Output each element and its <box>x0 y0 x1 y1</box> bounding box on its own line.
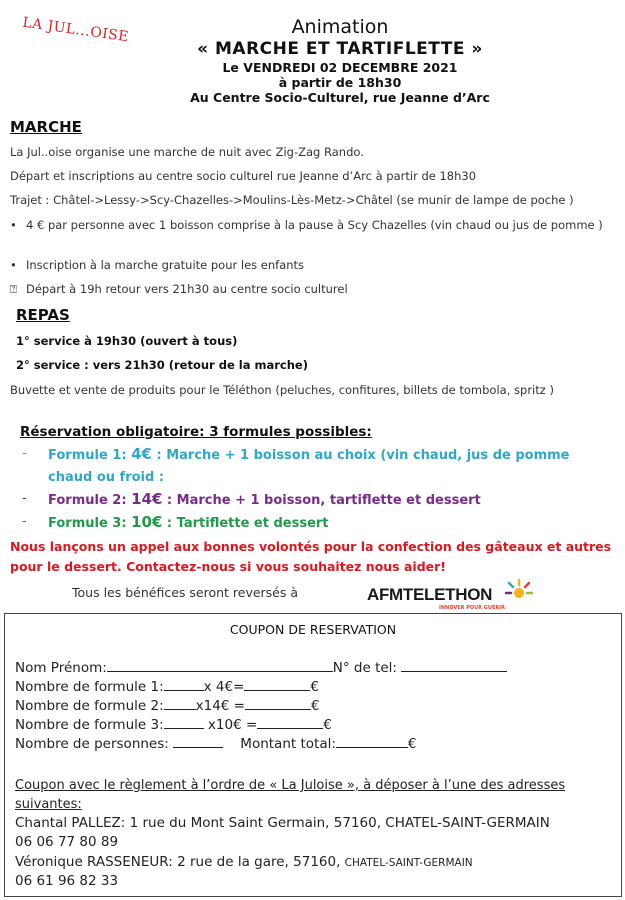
bullet-children-text: Inscription à la marche gratuite pour les enfants <box>26 258 305 272</box>
formule-1-price: 4€ <box>131 445 152 463</box>
address-2-main: Véronique RASSENEUR: 2 rue de la gare, 57160, <box>15 854 341 870</box>
formule-2-label: Formule 2: <box>48 493 127 508</box>
formule-3-price: 10€ <box>131 513 163 531</box>
sun-icon <box>505 577 533 605</box>
coupon-formule-3-line <box>15 717 332 733</box>
service-1: 1° service à 19h30 (ouvert à tous) <box>16 334 238 348</box>
marche-trajet: Trajet : Châtel->Lessy->Scy-Chazelles->Moulins-Lès-Metz->Châtel (se munir de lampe de poche ) <box>10 193 574 207</box>
bullet-dot: • <box>10 258 17 272</box>
volunteer-appeal: Nous lançons un appel aux bonnes volontés pour la confection des gâteaux et autres pour le dessert. Contactez-nous si vous souhaitez nous aider! <box>10 539 612 574</box>
coupon-formule-2-line <box>15 698 320 714</box>
dash-marker: - <box>22 446 27 461</box>
coupon-name-line <box>15 660 507 676</box>
marche-intro: La Jul..oise organise une marche de nuit avec Zig-Zag Rando. <box>10 145 364 159</box>
reservation-heading: Réservation obligatoire: 3 formules possibles: <box>20 424 372 440</box>
la-juloise-logo: LA JUL...OISE <box>21 14 130 46</box>
marche-depart-inscriptions: Départ et inscriptions au centre socio culturel rue Jeanne d’Arc à partir de 18h30 <box>10 169 477 183</box>
reservation-coupon <box>4 613 622 897</box>
header-date: Le VENDREDI 02 DECEMBRE 2021 <box>222 60 458 75</box>
header-animation: Animation <box>291 16 389 38</box>
euro-sign: € <box>407 736 417 752</box>
coupon-f2-label: Nombre de formule 2: <box>15 698 164 714</box>
euro-sign: € <box>310 698 320 714</box>
formule-1-desc: : Marche + 1 boisson au choix (vin chaud, jus de pomme chaud ou froid : <box>48 448 570 485</box>
dash-marker: - <box>22 514 27 529</box>
coupon-persons-label: Nombre de personnes: <box>15 736 169 752</box>
formule-3-desc: : Tartiflette et dessert <box>166 516 329 531</box>
benefits-text: Tous les bénéfices seront reversés à <box>72 585 299 600</box>
header-time: à partir de 18h30 <box>278 75 402 90</box>
name-field[interactable] <box>107 660 333 672</box>
missing-glyph-icon: ⍰ <box>10 282 17 296</box>
header-event-title: « MARCHE ET TARTIFLETTE » <box>197 39 483 59</box>
header <box>140 16 540 105</box>
f1-qty-field[interactable] <box>164 679 204 691</box>
address-1: Chantal PALLEZ: 1 rue du Mont Saint Germain, 57160, CHATEL-SAINT-GERMAIN <box>15 815 550 831</box>
coupon-name-label: Nom Prénom: <box>15 660 107 676</box>
coupon-f1-mult: x 4€= <box>203 679 245 695</box>
coupon-f2-mult: x14€ = <box>195 698 245 714</box>
formule-2-desc: : Marche + 1 boisson, tartiflette et dessert <box>166 493 481 508</box>
afm-telethon-logo <box>367 585 505 611</box>
bullet-price-text: 4 € par personne avec 1 boisson comprise à la pause à Scy Chazelles (vin chaud ou jus de pomme ) <box>26 218 603 232</box>
coupon-persons-line <box>15 736 416 752</box>
phone-1: 06 06 77 80 89 <box>15 834 119 850</box>
f3-qty-field[interactable] <box>164 717 204 729</box>
formule-1-label: Formule 1: <box>48 448 127 463</box>
coupon-total-label: Montant total: <box>240 736 336 752</box>
persons-field[interactable] <box>173 736 223 748</box>
afm-telethon-tagline: INNOVER POUR GUÉRIR <box>439 605 505 611</box>
euro-sign: € <box>323 717 332 733</box>
coupon-tel-label: N° de tel: <box>332 660 397 676</box>
address-2 <box>15 854 473 870</box>
coupon-payment-note: Coupon avec le règlement à l’ordre de « La Juloise », à déposer à l’une des adresses suivantes: <box>15 778 566 812</box>
buvette-text: Buvette et vente de produits pour le Téléthon (peluches, confitures, billets de tombola, spritz ) <box>10 383 554 397</box>
coupon-f3-mult: x10€ = <box>207 717 258 733</box>
f2-amount-field[interactable] <box>245 698 311 710</box>
total-field[interactable] <box>336 736 408 748</box>
depart-text: Départ à 19h retour vers 21h30 au centre socio culturel <box>26 282 348 296</box>
f1-amount-field[interactable] <box>244 679 310 691</box>
coupon-f3-label: Nombre de formule 3: <box>15 717 164 733</box>
euro-sign: € <box>310 679 319 695</box>
address-2-city: CHATEL-SAINT-GERMAIN <box>344 857 473 869</box>
header-location: Au Centre Socio-Culturel, rue Jeanne d’Arc <box>190 90 490 105</box>
afm-telethon-word: AFMTELETHON <box>367 585 493 604</box>
coupon-formule-1-line <box>15 679 319 695</box>
dash-marker: - <box>22 491 27 506</box>
coupon-f1-label: Nombre de formule 1: <box>15 679 164 695</box>
tel-field[interactable] <box>401 660 507 672</box>
marche-heading: MARCHE <box>10 118 82 136</box>
bullet-dot: • <box>10 218 17 232</box>
service-2: 2° service : vers 21h30 (retour de la marche) <box>16 358 308 372</box>
formule-1 <box>22 443 602 487</box>
formule-3-label: Formule 3: <box>48 516 127 531</box>
repas-heading: REPAS <box>16 306 70 324</box>
f2-qty-field[interactable] <box>164 698 196 710</box>
formule-2-price: 14€ <box>131 490 163 508</box>
phone-2: 06 61 96 82 33 <box>15 873 119 889</box>
f3-amount-field[interactable] <box>257 717 323 729</box>
coupon-title: COUPON DE RESERVATION <box>229 622 397 637</box>
